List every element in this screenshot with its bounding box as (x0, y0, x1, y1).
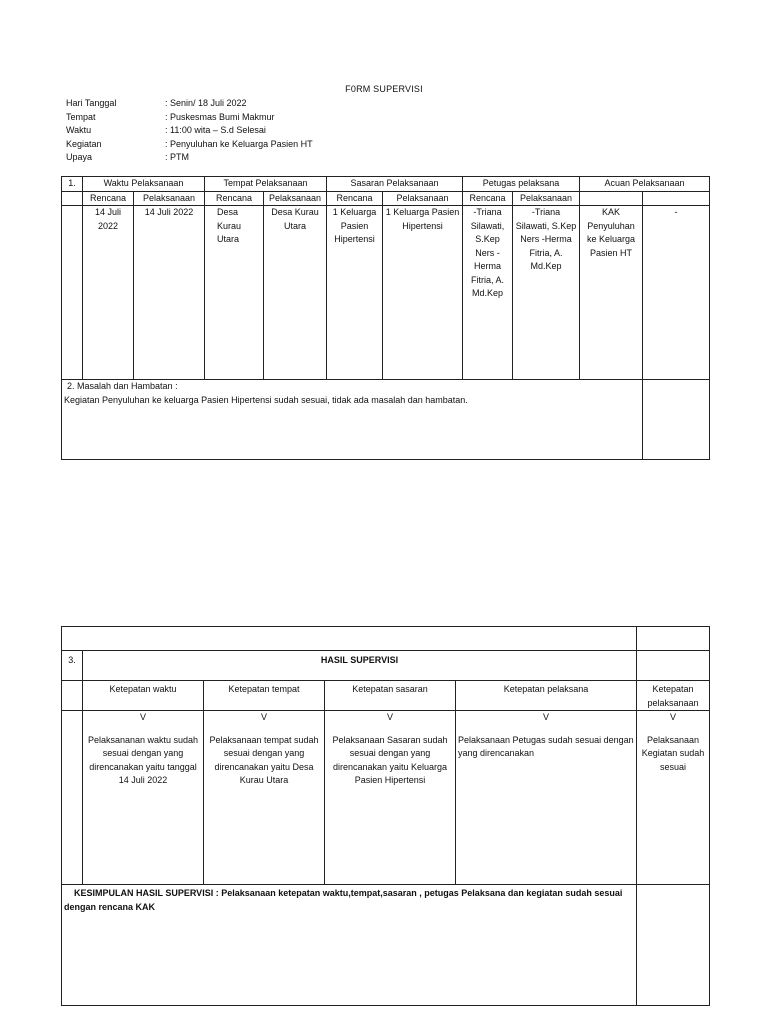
empty-cell (643, 380, 710, 460)
info-label: Upaya (66, 152, 93, 162)
sub-rencana: Rencana (327, 191, 383, 206)
masalah-row (62, 380, 710, 460)
empty-cell (62, 191, 83, 206)
sub-pelaksanaan: Pelaksanaan (134, 191, 205, 206)
info-row-activity (66, 138, 313, 152)
sub-rencana: Rencana (83, 191, 134, 206)
info-block (66, 97, 313, 165)
check-mark: V (386, 712, 393, 722)
result-text: Pelaksanaan tempat sudah sesuai dengan yang direncanakan yaitu Desa Kurau Utara (209, 734, 319, 785)
form-title: F0RM SUPERVISI (345, 84, 423, 94)
sub-pelaksanaan: Pelaksanaan (383, 191, 463, 206)
empty-cell (62, 206, 83, 380)
check-mark: V (139, 712, 146, 722)
empty-cell (62, 711, 83, 885)
info-row-time (66, 124, 313, 138)
result-text: Pelaksanaan Kegiatan sudah sesuai (641, 734, 705, 772)
row-number: 3. (62, 651, 83, 681)
group-tempat: Tempat Pelaksanaan (205, 177, 327, 192)
result-pelaksana (456, 711, 637, 885)
info-label: Waktu (66, 125, 92, 135)
waktu-rencana: 14 Juli 2022 (83, 206, 134, 380)
info-value: : PTM (165, 152, 189, 162)
kesimpulan-label: KESIMPULAN HASIL SUPERVISI : (74, 888, 222, 898)
col-ketepatan-sasaran: Ketepatan sasaran (325, 681, 456, 711)
masalah-cell (62, 380, 643, 460)
info-label: Hari Tanggal (66, 98, 117, 108)
table-row (62, 206, 710, 380)
check-mark: V (260, 712, 267, 722)
group-sasaran: Sasaran Pelaksanaan (327, 177, 463, 192)
sub-pelaksanaan: Pelaksanaan (264, 191, 327, 206)
tempat-pelaksanaan: Desa Kurau Utara (264, 206, 327, 380)
result-tempat (204, 711, 325, 885)
row-number: 1. (62, 177, 83, 192)
heading-row (62, 651, 710, 681)
result-text: Pelaksanaan Petugas sudah sesuai dengan yang direncanakan (458, 734, 634, 758)
sub-rencana: Rencana (463, 191, 513, 206)
supervision-plan-table (61, 176, 710, 460)
masalah-title: 2. Masalah dan Hambatan : (67, 381, 178, 391)
col-ketepatan-pelaksanaan: Ketepatan pelaksanaan (637, 681, 710, 711)
info-value: : 11:00 wita – S.d Selesai (165, 125, 266, 135)
info-value: : Penyuluhan ke Keluarga Pasien HT (165, 138, 313, 149)
empty-cell (637, 885, 710, 1006)
hasil-heading: HASIL SUPERVISI (83, 651, 637, 681)
table-row (62, 711, 710, 885)
info-row-place (66, 111, 313, 125)
empty-cell (62, 681, 83, 711)
info-row-effort (66, 151, 313, 165)
group-acuan: Acuan Pelaksanaan (580, 177, 710, 192)
group-header-row (62, 177, 710, 192)
petugas-pelaksanaan: -Triana Silawati, S.Kep Ners -Herma Fitria, A. Md.Kep (513, 206, 580, 380)
empty-cell (643, 191, 710, 206)
kesimpulan-row (62, 885, 710, 1006)
empty-cell (580, 191, 643, 206)
column-header-row (62, 681, 710, 711)
empty-cell (637, 651, 710, 681)
masalah-text: Kegiatan Penyuluhan ke keluarga Pasien Hipertensi sudah sesuai, tidak ada masalah dan hambatan. (64, 394, 468, 405)
acuan-pelaksanaan: - (643, 206, 710, 380)
result-pelaksanaan (637, 711, 710, 885)
info-label: Kegiatan (66, 138, 102, 149)
col-ketepatan-waktu: Ketepatan waktu (83, 681, 204, 711)
col-ketepatan-tempat: Ketepatan tempat (204, 681, 325, 711)
check-mark: V (542, 712, 549, 722)
empty-cell (637, 627, 710, 651)
group-petugas: Petugas pelaksana (463, 177, 580, 192)
sub-rencana: Rencana (205, 191, 264, 206)
blank-top-row (62, 627, 710, 651)
result-text: Pelaksananan waktu sudah sesuai dengan yang direncanakan yaitu tanggal 14 Juli 2022 (87, 734, 199, 785)
info-value: : Puskesmas Bumi Makmur (165, 111, 275, 122)
sasaran-rencana: 1 Keluarga Pasien Hipertensi (327, 206, 383, 380)
info-row-date (66, 97, 313, 111)
info-label: Tempat (66, 111, 96, 122)
result-text: Pelaksanaan Sasaran sudah sesuai dengan yang direncanakan yaitu Keluarga Pasien Hipertensi (332, 734, 448, 785)
col-ketepatan-pelaksana: Ketepatan pelaksana (456, 681, 637, 711)
kesimpulan-text: Pelaksanaan ketepatan waktu,tempat,sasaran , petugas Pelaksana dan kegiatan sudah sesuai dengan rencana KAK (64, 888, 623, 912)
sasaran-pelaksanaan: 1 Keluarga Pasien Hipertensi (383, 206, 463, 380)
group-waktu: Waktu Pelaksanaan (83, 177, 205, 192)
info-value: : Senin/ 18 Juli 2022 (165, 98, 247, 108)
result-sasaran (325, 711, 456, 885)
tempat-rencana: Desa Kurau Utara (205, 206, 264, 380)
sub-header-row (62, 191, 710, 206)
petugas-rencana: -Triana Silawati, S.Kep Ners - Herma Fitria, A. Md.Kep (463, 206, 513, 380)
waktu-pelaksanaan: 14 Juli 2022 (134, 206, 205, 380)
acuan-rencana: KAK Penyuluhan ke Keluarga Pasien HT (580, 206, 643, 380)
sub-pelaksanaan: Pelaksanaan (513, 191, 580, 206)
kesimpulan-cell (62, 885, 637, 1006)
check-mark: V (669, 712, 676, 722)
hasil-supervisi-table (61, 626, 710, 1006)
empty-cell (62, 627, 637, 651)
result-waktu (83, 711, 204, 885)
